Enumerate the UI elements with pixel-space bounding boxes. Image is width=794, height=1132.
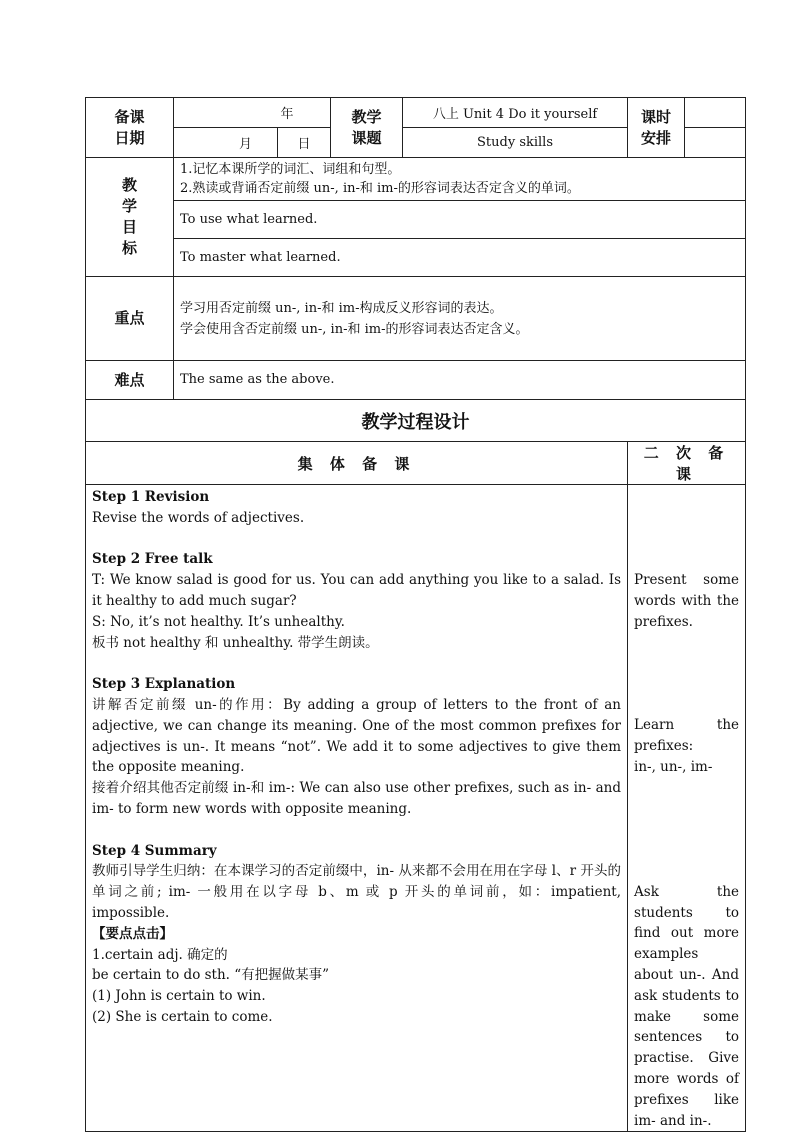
hours-value-cell-2 [685, 128, 746, 158]
vocab-certain: 1.certain adj. 确定的 [92, 946, 228, 963]
step-1-text: Revise the words of adjectives. [92, 509, 305, 526]
topic-title-line2: Study skills [403, 128, 628, 158]
key-point-line-1: 学习用否定前缀 un-, in-和 im-构成反义形容词的表达。 [180, 301, 503, 316]
hours-label: 课时 安排 [628, 98, 685, 158]
step-2-student-line: S: No, it’s not healthy. It’s unhealthy. [92, 613, 345, 630]
key-point-line-2: 学会使用含否定前缀 un-, in-和 im-的形容词表达否定含义。 [180, 322, 529, 337]
month-label: 月 [238, 137, 252, 152]
step-3-paragraph-2: 接着介绍其他否定前缀 in-和 im-: We can also use other prefixes, such as in- and im- to form new words with opposite meaning. [92, 780, 622, 817]
collective-prep-content [86, 485, 628, 1132]
second-prep-note-3: Ask the students to find out more examples about un-. And ask students to make some sentences to practise. Give more words of prefixes like im- and in-. [634, 883, 740, 1129]
second-prep-note-1: Present some words with the prefixes. [634, 572, 740, 630]
objective-knowledge-line-2: 2.熟读或背诵否定前缀 un-, in-和 im-的形容词表达否定含义的单词。 [180, 181, 580, 196]
day-cell [278, 128, 331, 158]
key-points-content [174, 277, 746, 361]
step-2-teacher-line: T: We know salad is good for us. You can add anything you like to a salad. Is it healthy to add much sugar? [92, 572, 622, 609]
process-title: 教学过程设计 [86, 400, 746, 442]
objective-skill: To use what learned. [174, 201, 746, 239]
step-3-paragraph-1: 讲解否定前缀 un-的作用：By adding a group of letters to the front of an adjective, we can change its meaning. One of the most common prefixes for adjectives is un-. It means “not”. We add it to some adjectives to give them the opposite meaning. [92, 696, 622, 776]
objective-emotion: To master what learned. [174, 239, 746, 277]
example-sentence-1: (1) John is certain to win. [92, 988, 266, 1005]
step-2-title: Step 2 Free talk [92, 551, 213, 568]
prep-date-label: 备课 日期 [86, 98, 174, 158]
step-1-title: Step 1 Revision [92, 489, 210, 505]
step-3-title: Step 3 Explanation [92, 676, 236, 693]
second-prep-header: 二 次 备 课 [628, 442, 746, 485]
month-cell [174, 128, 278, 158]
difficulties-label: 难点 [86, 361, 174, 400]
day-label: 日 [297, 137, 311, 152]
step-2-board-note: 板书 not healthy 和 unhealthy. 带学生朗读。 [92, 634, 379, 651]
key-points-click-heading: 【要点点击】 [92, 925, 173, 942]
key-points-label: 重点 [86, 277, 174, 361]
vocab-be-certain-to: be certain to do sth. “有把握做某事” [92, 967, 330, 984]
objectives-label: 教 学 目 标 [86, 158, 174, 277]
step-4-paragraph: 教师引导学生归纳：在本课学习的否定前缀中，in- 从来都不会用在用在字母 l、r 开头的单词之前; im- 一般用在以字母 b、m 或 p 开头的单词前，如：impatient, impossible. [92, 863, 622, 921]
year-cell [174, 98, 331, 128]
objective-knowledge-line-1: 1.记忆本课所学的词汇、词组和句型。 [180, 162, 401, 177]
lesson-plan-table [85, 97, 746, 1132]
collective-prep-header: 集 体 备 课 [86, 442, 628, 485]
year-label: 年 [280, 107, 294, 122]
hours-value-cell [685, 98, 746, 128]
step-4-title: Step 4 Summary [92, 842, 217, 859]
second-prep-note-2b: in-, un-, im- [634, 758, 713, 775]
objective-knowledge [174, 158, 746, 201]
lesson-plan-sheet [85, 97, 745, 1132]
second-prep-content [628, 485, 746, 1132]
topic-title-line1: 八上 Unit 4 Do it yourself [403, 98, 628, 128]
difficulties-content: The same as the above. [174, 361, 746, 400]
example-sentence-2: (2) She is certain to come. [92, 1008, 273, 1025]
topic-label: 教学 课题 [331, 98, 403, 158]
second-prep-note-2a: Learn the prefixes: [634, 717, 740, 755]
